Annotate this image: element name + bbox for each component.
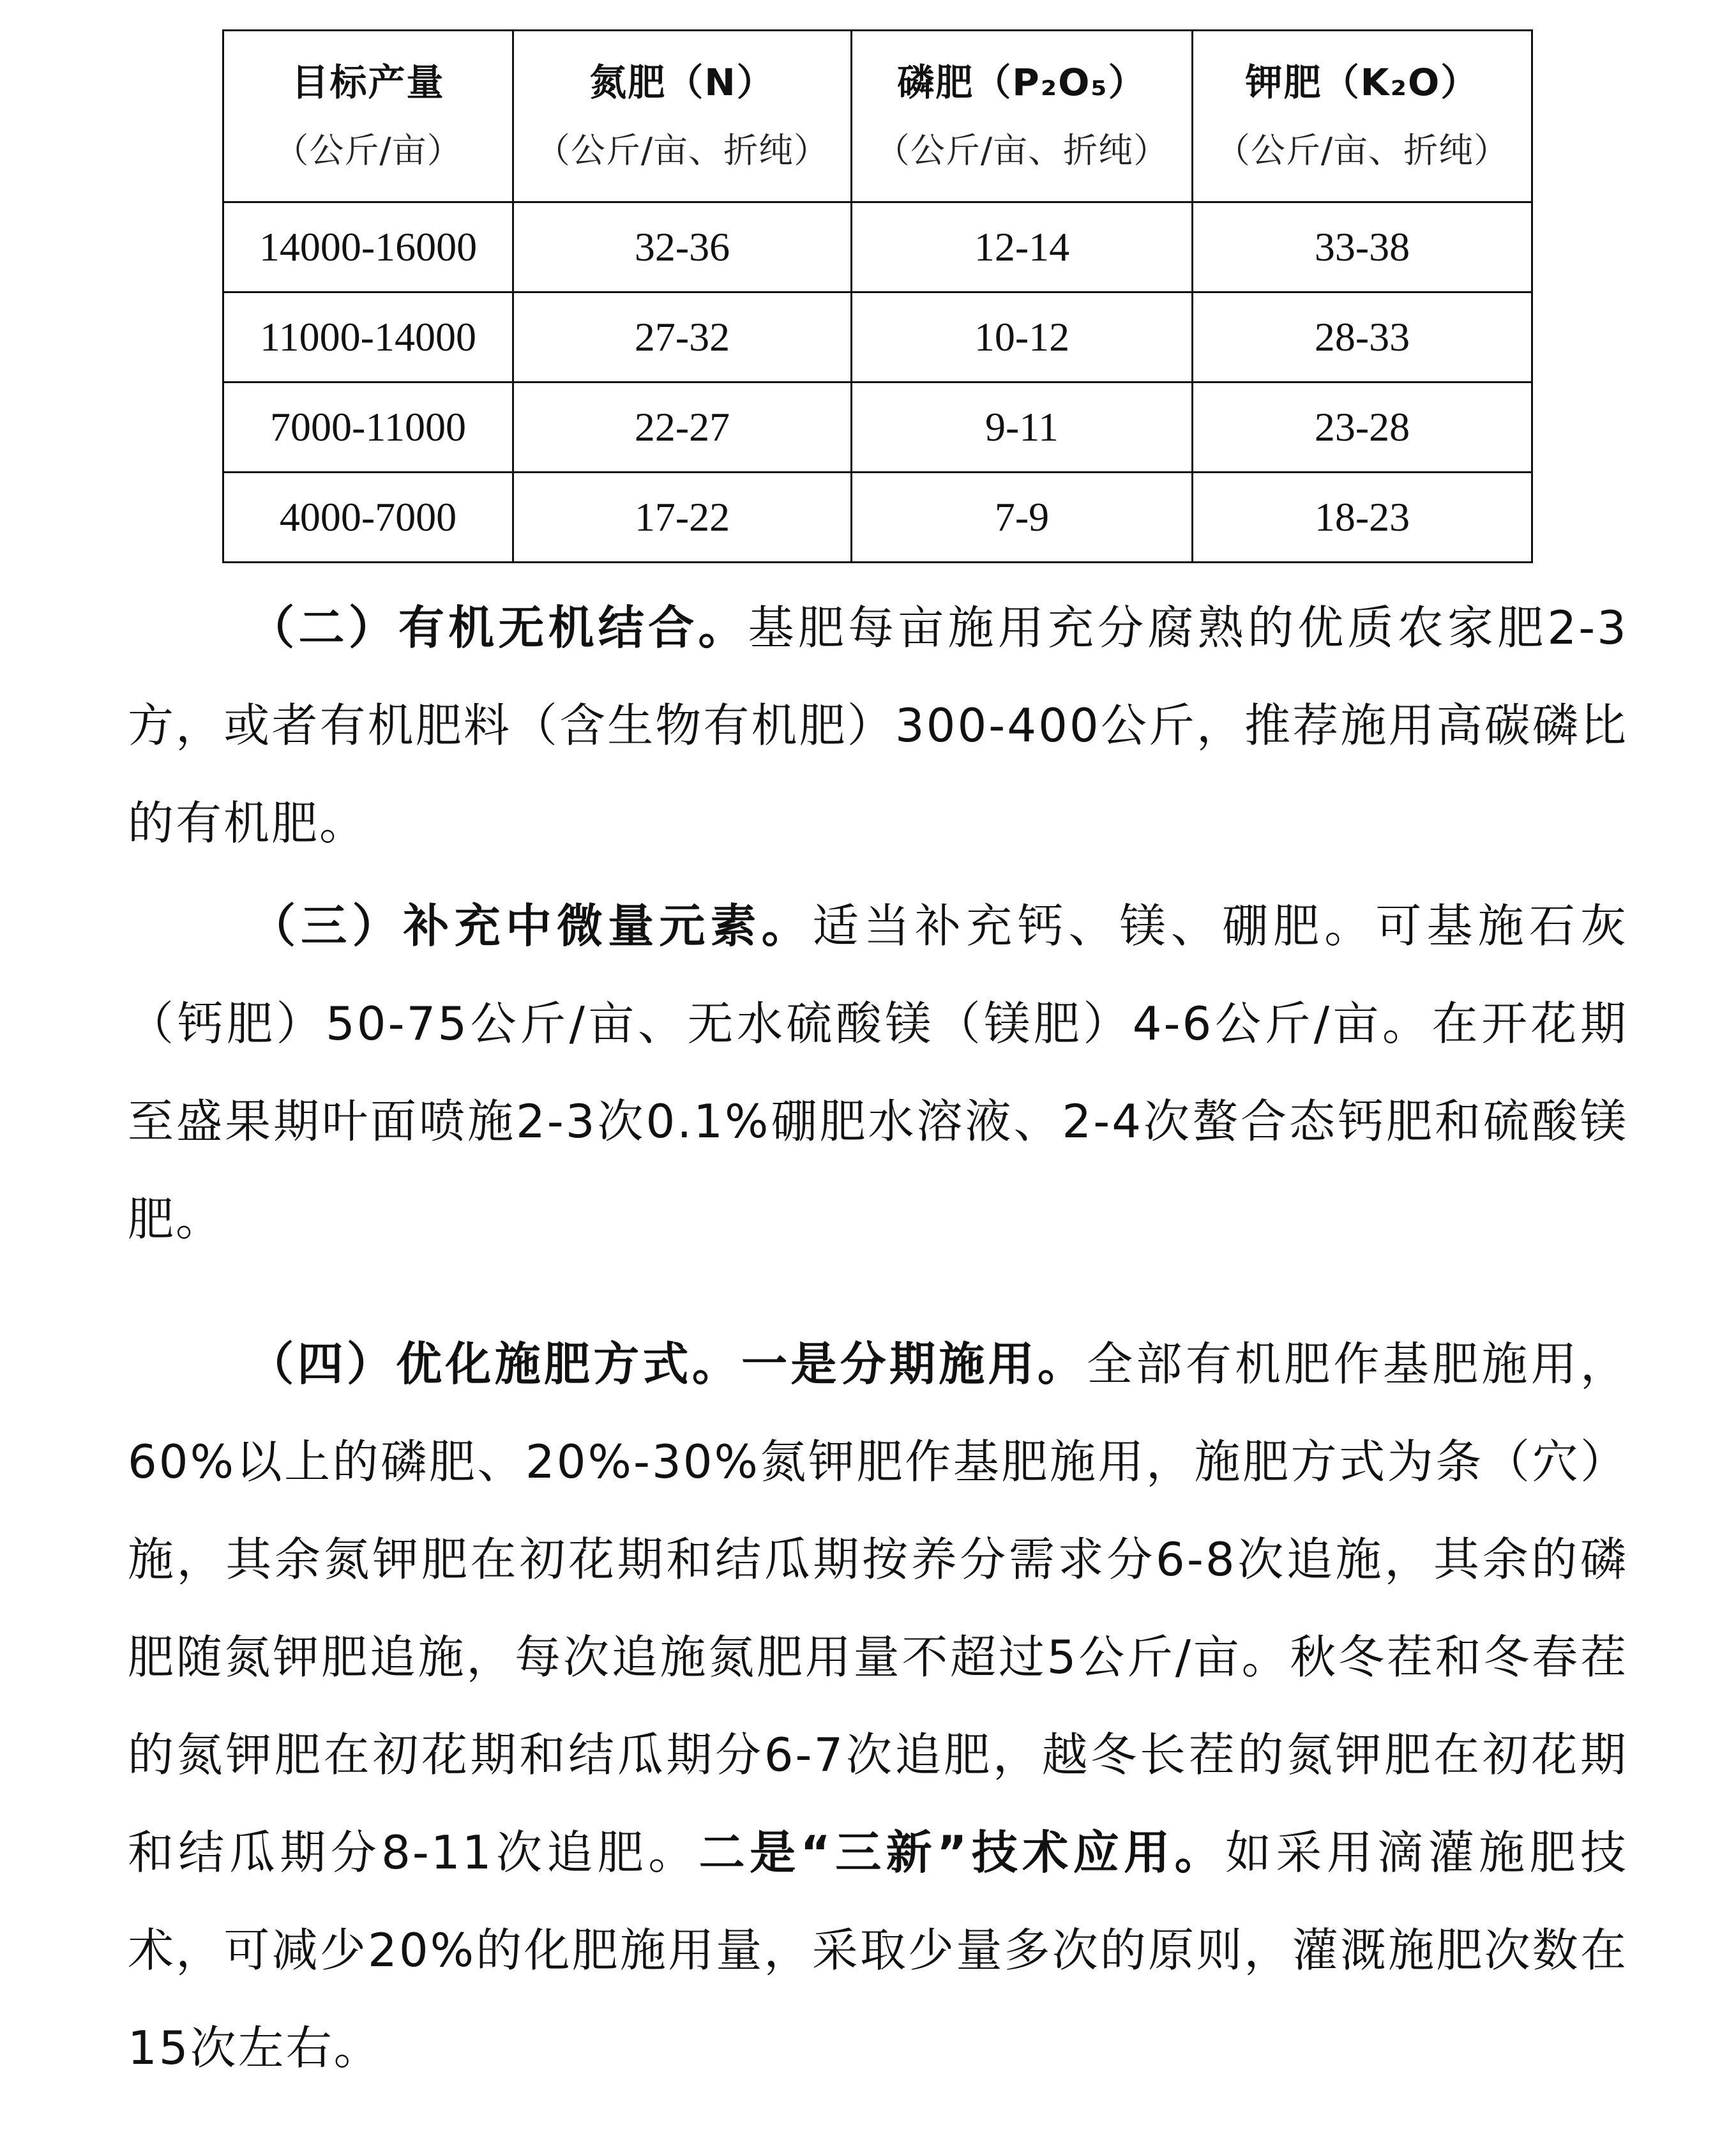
paragraph-body-1: 全部有机肥作基肥施用，60%以上的磷肥、20%-30%氮钾肥作基肥施用，施肥方式为条（穴）施，其余氮钾肥在初花期和结瓜期按养分需求分6-8次追施，其余的磷肥随氮钾肥追施，每次追施氮肥用量不超过5公斤/亩。秋冬茬和冬春茬的氮钾肥在初花期和结瓜期分6-7次追肥，越冬长茬的氮钾肥在初花期和结瓜期分8-11次追肥。	[128, 1337, 1628, 1879]
cell-potassium: 33-38	[1193, 202, 1532, 292]
paragraph-micronutrients	[128, 877, 1628, 1268]
cell-phosphorus: 9-11	[852, 383, 1193, 473]
paragraph-bold-point-1: 一是分期施用。	[741, 1337, 1087, 1391]
header-unit: （公斤/亩、折纯）	[1215, 130, 1509, 171]
table-row	[223, 473, 1532, 563]
cell-potassium: 23-28	[1193, 383, 1532, 473]
paragraph-body-2: 如采用滴灌施肥技术，可减少20%的化肥施用量，采取少量多次的原则，灌溉施肥次数在15次左右。	[128, 1826, 1628, 2075]
cell-nitrogen: 17-22	[513, 473, 852, 563]
cell-potassium: 18-23	[1193, 473, 1532, 563]
cell-nitrogen: 22-27	[513, 383, 852, 473]
cell-phosphorus: 12-14	[852, 202, 1193, 292]
fertilizer-table-container	[222, 29, 1531, 563]
table-row	[223, 383, 1532, 473]
paragraph-organic-inorganic	[128, 579, 1628, 872]
header-unit: （公斤/亩、折纯）	[875, 130, 1169, 171]
table-row	[223, 202, 1532, 292]
header-unit: （公斤/亩）	[274, 130, 462, 171]
paragraph-bold-point-2: 二是“三新”技术应用。	[698, 1826, 1225, 1879]
table-row	[223, 292, 1532, 383]
header-target-yield	[223, 31, 513, 202]
fertilizer-table	[222, 29, 1533, 563]
table-header-row	[223, 31, 1532, 202]
cell-phosphorus: 10-12	[852, 292, 1193, 383]
cell-yield: 11000-14000	[223, 292, 513, 383]
header-title: 磷肥（P₂O₅）	[897, 61, 1147, 105]
header-title: 氮肥（N）	[589, 61, 775, 105]
paragraph-fertilization-method	[128, 1315, 1628, 2097]
cell-yield: 4000-7000	[223, 473, 513, 563]
header-phosphorus	[852, 31, 1193, 202]
paragraph-heading: （三）补充中微量元素。	[246, 899, 813, 953]
header-title: 目标产量	[291, 61, 445, 105]
cell-nitrogen: 27-32	[513, 292, 852, 383]
paragraph-body: 基肥每亩施用充分腐熟的优质农家肥2-3方，或者有机肥料（含生物有机肥）300-400公斤，推荐施用高碳磷比的有机肥。	[128, 601, 1628, 850]
cell-yield: 14000-16000	[223, 202, 513, 292]
header-nitrogen	[513, 31, 852, 202]
header-unit: （公斤/亩、折纯）	[535, 130, 829, 171]
cell-potassium: 28-33	[1193, 292, 1532, 383]
header-title: 钾肥（K₂O）	[1245, 61, 1479, 105]
paragraph-heading: （二）有机无机结合。	[246, 601, 748, 655]
paragraph-body: 适当补充钙、镁、硼肥。可基施石灰（钙肥）50-75公斤/亩、无水硫酸镁（镁肥）4-6公斤/亩。在开花期至盛果期叶面喷施2-3次0.1%硼肥水溶液、2-4次螯合态钙肥和硫酸镁肥。	[128, 899, 1628, 1246]
cell-nitrogen: 32-36	[513, 202, 852, 292]
paragraph-heading: （四）优化施肥方式。	[246, 1337, 742, 1391]
header-potassium	[1193, 31, 1532, 202]
cell-phosphorus: 7-9	[852, 473, 1193, 563]
cell-yield: 7000-11000	[223, 383, 513, 473]
